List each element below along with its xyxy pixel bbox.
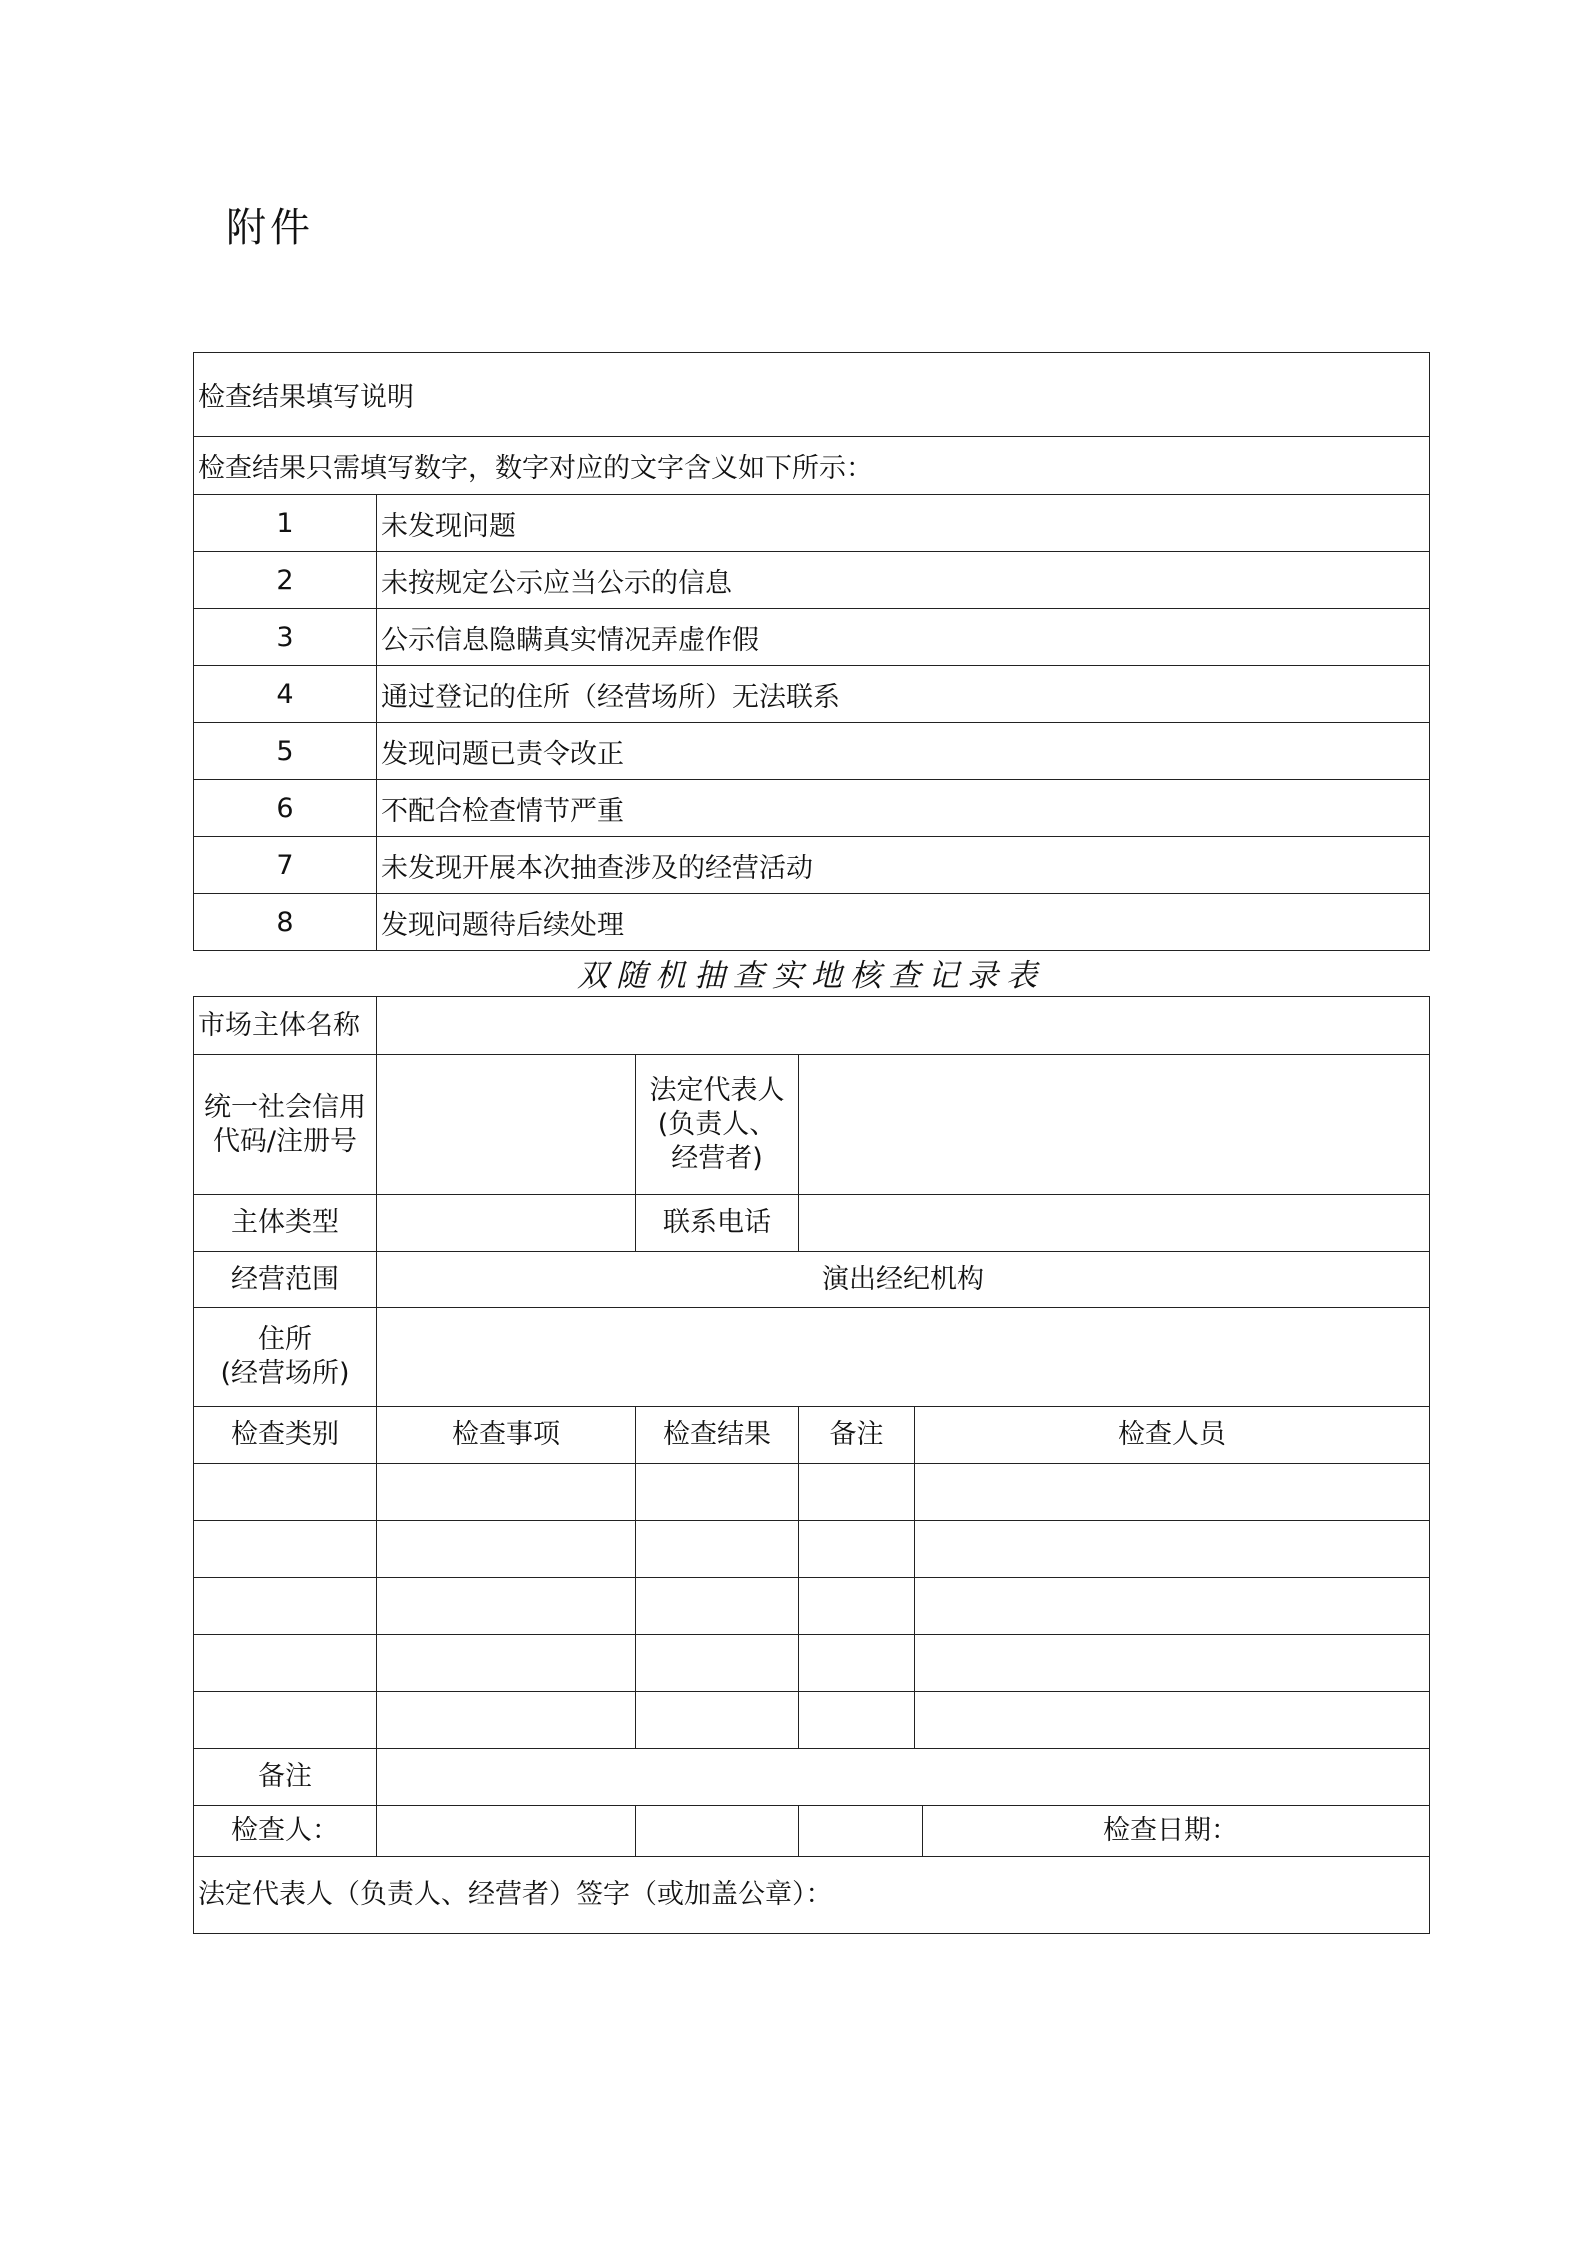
credit-code-field[interactable] — [377, 1055, 636, 1195]
item-cell[interactable] — [377, 1578, 636, 1635]
inspectors-cell[interactable] — [915, 1521, 1430, 1578]
legend-row — [194, 723, 1430, 780]
legend-row — [194, 837, 1430, 894]
legend-code: 7 — [194, 837, 377, 894]
result-legend-table — [193, 352, 1430, 951]
note-cell[interactable] — [799, 1635, 915, 1692]
business-scope-value: 演出经纪机构 — [377, 1252, 1430, 1308]
legend-meaning: 发现问题待后续处理 — [377, 894, 1430, 951]
entity-name-field[interactable] — [377, 997, 1430, 1055]
result-cell[interactable] — [636, 1521, 799, 1578]
entity-name-label: 市场主体名称 — [194, 997, 377, 1055]
legend-meaning: 公示信息隐瞒真实情况弄虚作假 — [377, 609, 1430, 666]
column-header-item: 检查事项 — [377, 1407, 636, 1464]
category-cell[interactable] — [194, 1521, 377, 1578]
inspector-field-3[interactable] — [799, 1806, 923, 1857]
item-cell[interactable] — [377, 1692, 636, 1749]
inspectors-cell[interactable] — [915, 1464, 1430, 1521]
inspectors-cell[interactable] — [915, 1635, 1430, 1692]
result-cell[interactable] — [636, 1464, 799, 1521]
legend-code: 2 — [194, 552, 377, 609]
inspector-field-1[interactable] — [377, 1806, 636, 1857]
address-label — [194, 1308, 377, 1407]
note-cell[interactable] — [799, 1464, 915, 1521]
entity-type-field[interactable] — [377, 1195, 636, 1252]
result-cell[interactable] — [636, 1692, 799, 1749]
legend-instruction: 检查结果只需填写数字，数字对应的文字含义如下所示： — [194, 437, 1430, 495]
column-header-category: 检查类别 — [194, 1407, 377, 1464]
column-header-result: 检查结果 — [636, 1407, 799, 1464]
column-header-inspectors: 检查人员 — [915, 1407, 1430, 1464]
note-cell[interactable] — [799, 1692, 915, 1749]
inspection-header-row — [194, 1407, 1430, 1464]
address-label-line1: 住所 — [258, 1324, 312, 1355]
inspector-label: 检查人： — [194, 1806, 377, 1857]
legend-meaning: 未按规定公示应当公示的信息 — [377, 552, 1430, 609]
note-cell[interactable] — [799, 1578, 915, 1635]
legend-code: 4 — [194, 666, 377, 723]
legend-row — [194, 894, 1430, 951]
phone-field[interactable] — [799, 1195, 1430, 1252]
inspection-row — [194, 1635, 1430, 1692]
legal-rep-field[interactable] — [799, 1055, 1430, 1195]
legal-rep-label-line1: 法定代表人 — [649, 1074, 785, 1106]
legend-meaning: 不配合检查情节严重 — [377, 780, 1430, 837]
legal-rep-label-line2: (负责人、 — [657, 1108, 777, 1140]
inspection-row — [194, 1578, 1430, 1635]
legend-meaning: 未发现开展本次抽查涉及的经营活动 — [377, 837, 1430, 894]
category-cell[interactable] — [194, 1692, 377, 1749]
legal-rep-label-line3: 经营者) — [671, 1142, 763, 1174]
legend-title: 检查结果填写说明 — [194, 353, 1430, 437]
inspection-row — [194, 1464, 1430, 1521]
address-label-line2: (经营场所) — [220, 1358, 350, 1389]
legend-row — [194, 552, 1430, 609]
inspectors-cell[interactable] — [915, 1578, 1430, 1635]
inspector-field-2[interactable] — [636, 1806, 799, 1857]
inspection-row — [194, 1521, 1430, 1578]
legend-code: 5 — [194, 723, 377, 780]
business-scope-label: 经营范围 — [194, 1252, 377, 1308]
phone-label: 联系电话 — [636, 1195, 799, 1252]
remark-field[interactable] — [377, 1749, 1430, 1806]
inspection-record-table — [193, 996, 1430, 1934]
category-cell[interactable] — [194, 1464, 377, 1521]
category-cell[interactable] — [194, 1635, 377, 1692]
legend-code: 6 — [194, 780, 377, 837]
remark-label: 备注 — [194, 1749, 377, 1806]
signature-label: 法定代表人（负责人、经营者）签字（或加盖公章）： — [194, 1857, 1430, 1934]
legend-row — [194, 780, 1430, 837]
attachment-label: 附件 — [226, 205, 314, 251]
category-cell[interactable] — [194, 1578, 377, 1635]
credit-code-label — [194, 1055, 377, 1195]
legend-code: 3 — [194, 609, 377, 666]
legend-code: 1 — [194, 495, 377, 552]
column-header-note: 备注 — [799, 1407, 915, 1464]
inspection-date-label: 检查日期： — [923, 1806, 1430, 1857]
legend-row — [194, 609, 1430, 666]
result-cell[interactable] — [636, 1635, 799, 1692]
legal-rep-label — [636, 1055, 799, 1195]
item-cell[interactable] — [377, 1635, 636, 1692]
legend-row — [194, 495, 1430, 552]
form-title: 双随机抽查实地核查记录表 — [577, 958, 1045, 994]
legend-code: 8 — [194, 894, 377, 951]
item-cell[interactable] — [377, 1464, 636, 1521]
result-cell[interactable] — [636, 1578, 799, 1635]
credit-code-label-line1: 统一社会信用 — [204, 1091, 366, 1123]
legend-meaning: 未发现问题 — [377, 495, 1430, 552]
credit-code-label-line2: 代码/注册号 — [212, 1125, 358, 1157]
inspection-row — [194, 1692, 1430, 1749]
entity-type-label: 主体类型 — [194, 1195, 377, 1252]
legend-meaning: 发现问题已责令改正 — [377, 723, 1430, 780]
address-field[interactable] — [377, 1308, 1430, 1407]
legend-row — [194, 666, 1430, 723]
item-cell[interactable] — [377, 1521, 636, 1578]
inspectors-cell[interactable] — [915, 1692, 1430, 1749]
note-cell[interactable] — [799, 1521, 915, 1578]
legend-meaning: 通过登记的住所（经营场所）无法联系 — [377, 666, 1430, 723]
